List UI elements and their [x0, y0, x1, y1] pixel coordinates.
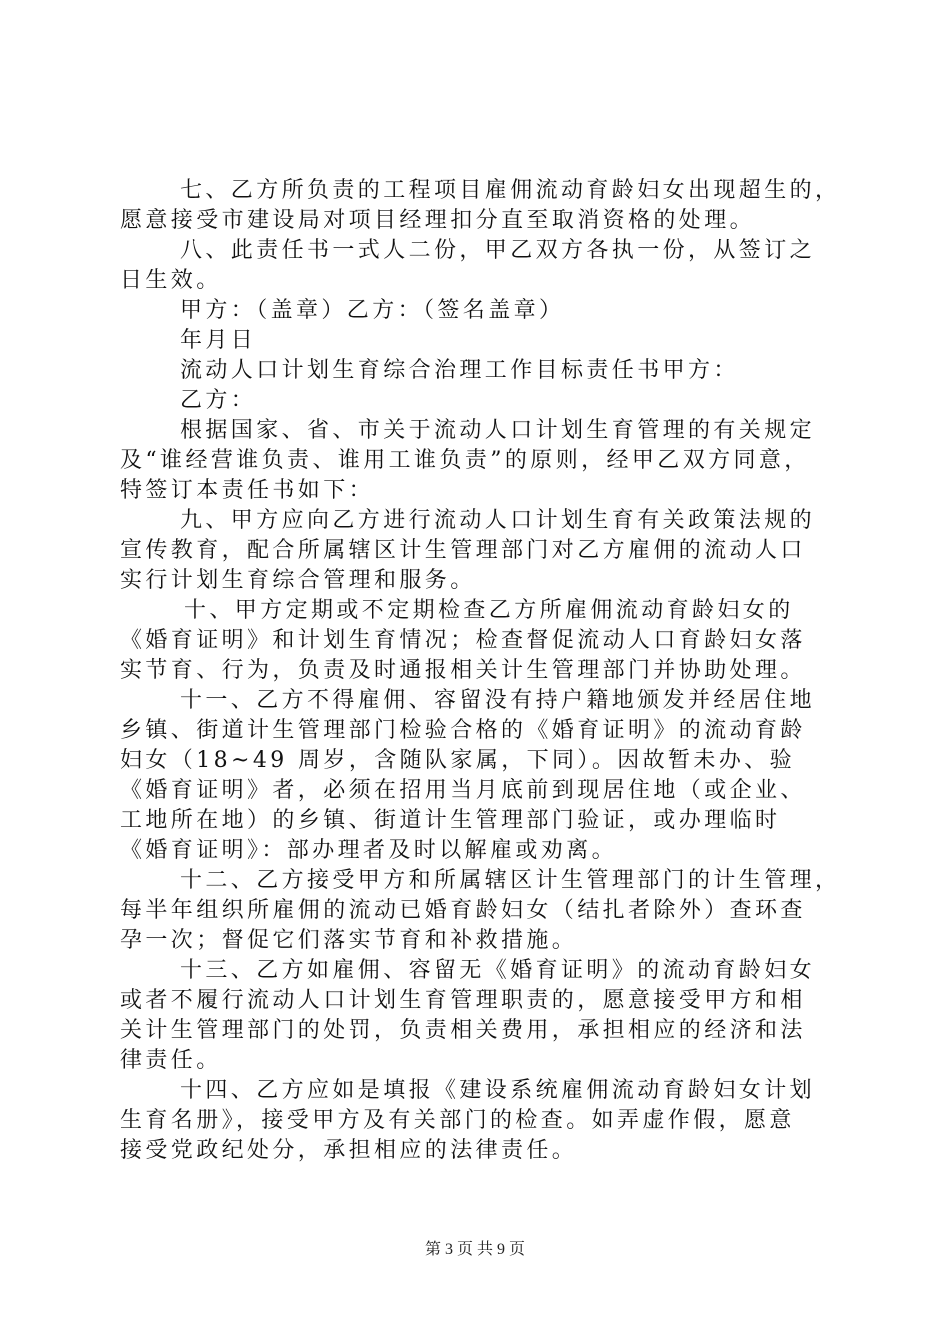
paragraph-line: 《婚育证明》者，必须在招用当月底前到现居住地（或企业、 — [120, 778, 806, 803]
paragraph-line: 及“谁经营谁负责、谁用工谁负责”的原则，经甲乙双方同意， — [120, 448, 810, 473]
signature-line: 甲方：（盖章）乙方：（签名盖章） — [180, 298, 565, 323]
paragraph-line: 生育名册》，接受甲方及有关部门的检查。如弄虚作假，愿意 — [120, 1108, 795, 1133]
paragraph-line: 日生效。 — [120, 268, 222, 293]
paragraph-line: 孕一次；督促它们落实节育和补救措施。 — [120, 928, 578, 953]
paragraph-line: 十一、乙方不得雇佣、容留没有持户籍地颁发并经居住地 — [180, 688, 816, 713]
paragraph-line: 七、乙方所负责的工程项目雇佣流动育龄妇女出现超生的， — [180, 178, 841, 203]
paragraph-line: 宣传教育，配合所属辖区计生管理部门对乙方雇佣的流动人口 — [120, 538, 806, 563]
paragraph-line: 特签订本责任书如下： — [120, 478, 375, 503]
paragraph-line: 接受党政纪处分，承担相应的法律责任。 — [120, 1138, 578, 1163]
paragraph-line: 八、此责任书一式人二份，甲乙双方各执一份，从签订之 — [180, 238, 816, 263]
paragraph-line: 妇女（18~49 周岁，含随队家属，下同）。因故暂未办、验 — [120, 748, 796, 773]
party-line: 乙方： — [180, 388, 257, 413]
paragraph-line: 愿意接受市建设局对项目经理扣分直至取消资格的处理。 — [120, 208, 756, 233]
date-line: 年月日 — [180, 328, 257, 353]
paragraph-line: 律责任。 — [120, 1048, 222, 1073]
paragraph-line: 十三、乙方如雇佣、容留无《婚育证明》的流动育龄妇女 — [180, 958, 816, 983]
paragraph-line: 《婚育证明》和计划生育情况；检查督促流动人口育龄妇女落 — [120, 628, 806, 653]
document-body — [120, 176, 841, 1166]
paragraph-line: 关计生管理部门的处罚，负责相关费用，承担相应的经济和法 — [120, 1018, 806, 1043]
paragraph-line: 乡镇、街道计生管理部门检验合格的《婚育证明》的流动育龄 — [120, 718, 806, 743]
paragraph-line: 十、甲方定期或不定期检查乙方所雇佣流动育龄妇女的 — [184, 598, 794, 623]
paragraph-line: 或者不履行流动人口计划生育管理职责的，愿意接受甲方和相 — [120, 988, 806, 1013]
paragraph-line: 实行计划生育综合管理和服务。 — [120, 568, 476, 593]
paragraph-line: 十二、乙方接受甲方和所属辖区计生管理部门的计生管理， — [180, 868, 841, 893]
paragraph-line: 实节育、行为，负责及时通报相关计生管理部门并协助处理。 — [120, 658, 806, 683]
paragraph-line: 工地所在地）的乡镇、街道计生管理部门验证，或办理临时 — [120, 808, 781, 833]
paragraph-line: 《婚育证明》：部办理者及时以解雇或劝离。 — [120, 838, 618, 863]
paragraph-line: 每半年组织所雇佣的流动已婚育龄妇女（结扎者除外）查环查 — [120, 898, 806, 923]
page-number-footer: 第 3 页 共 9 页 — [424, 1241, 525, 1258]
paragraph-line: 九、甲方应向乙方进行流动人口计划生育有关政策法规的 — [180, 508, 816, 533]
paragraph-line: 十四、乙方应如是填报《建设系统雇佣流动育龄妇女计划 — [180, 1078, 816, 1103]
paragraph-line: 根据国家、省、市关于流动人口计划生育管理的有关规定 — [180, 418, 816, 443]
section-title-line: 流动人口计划生育综合治理工作目标责任书甲方： — [180, 358, 739, 383]
